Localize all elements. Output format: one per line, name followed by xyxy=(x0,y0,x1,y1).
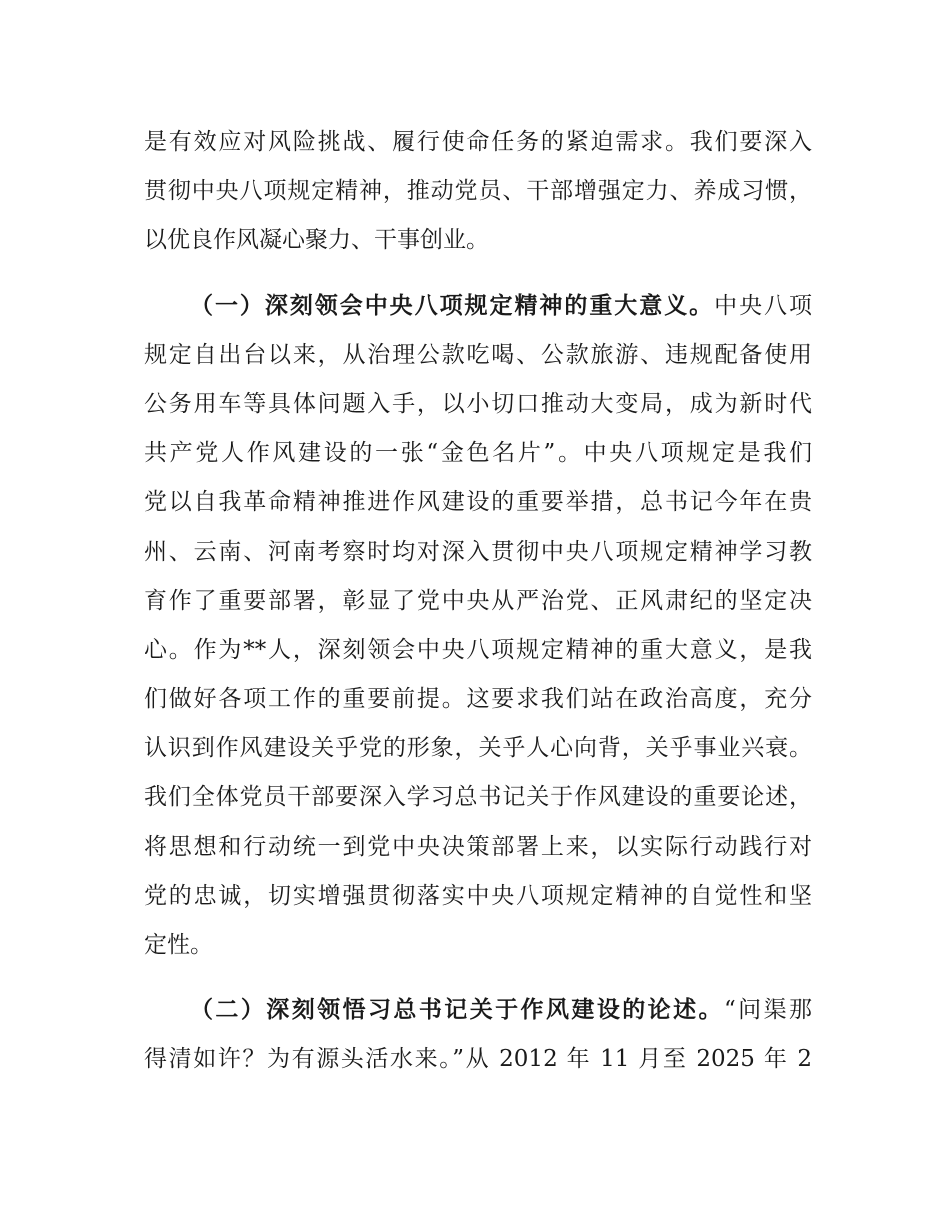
text-line: 育作了重要部署，彰显了党中央从严治党、正风肃纪的坚定决 xyxy=(144,587,812,614)
text-line: 贯彻中央八项规定精神，推动党员、干部增强定力、养成习惯， xyxy=(144,178,812,205)
section-1-first-line xyxy=(144,282,812,331)
text-line: 将思想和行动统一到党中央决策部署上来，以实际行动践行对 xyxy=(144,833,812,860)
paragraph-intro xyxy=(144,118,812,266)
section-1-paragraph xyxy=(144,282,812,971)
section-1-first-line-text: 中央八项 xyxy=(714,292,813,319)
section-1-heading: （一）深刻领会中央八项规定精神的重大意义。 xyxy=(190,292,715,319)
text-line: 共产党人作风建设的一张“金色名片”。中央八项规定是我们 xyxy=(144,440,812,467)
section-2-heading: （二）深刻领悟习总书记关于作风建设的论述。 xyxy=(190,997,724,1024)
section-2-first-line xyxy=(144,986,812,1035)
section-2-paragraph xyxy=(144,986,812,1084)
section-2-first-line-text: “问渠那 xyxy=(723,997,813,1024)
text-line: 州、云南、河南考察时均对深入贯彻中央八项规定精神学习教 xyxy=(144,538,812,565)
text-line: 认识到作风建设关乎党的形象，关乎人心向背，关乎事业兴衰。 xyxy=(144,735,812,762)
text-line: 定性。 xyxy=(144,932,213,958)
text-line: 党以自我革命精神推进作风建设的重要举措，总书记今年在贵 xyxy=(144,489,812,516)
text-line: 公务用车等具体问题入手，以小切口推动大变局，成为新时代 xyxy=(144,390,812,417)
text-line: 党的忠诚，切实增强贯彻落实中央八项规定精神的自觉性和坚 xyxy=(144,882,812,909)
text-line: 心。作为**人，深刻领会中央八项规定精神的重大意义，是我 xyxy=(144,636,812,663)
text-line: 以优良作风凝心聚力、干事创业。 xyxy=(144,227,489,254)
text-line: 是有效应对风险挑战、履行使命任务的紧迫需求。我们要深入 xyxy=(144,129,812,155)
text-line: 规定自出台以来，从治理公款吃喝、公款旅游、违规配备使用 xyxy=(144,341,812,368)
document-body xyxy=(144,118,812,1085)
text-line: 们做好各项工作的重要前提。这要求我们站在政治高度，充分 xyxy=(144,686,812,713)
text-line: 得清如许？为有源头活水来。”从 2012 年 11 月至 2025 年 2 xyxy=(144,1046,812,1073)
text-line: 我们全体党员干部要深入学习总书记关于作风建设的重要论述， xyxy=(144,784,812,811)
